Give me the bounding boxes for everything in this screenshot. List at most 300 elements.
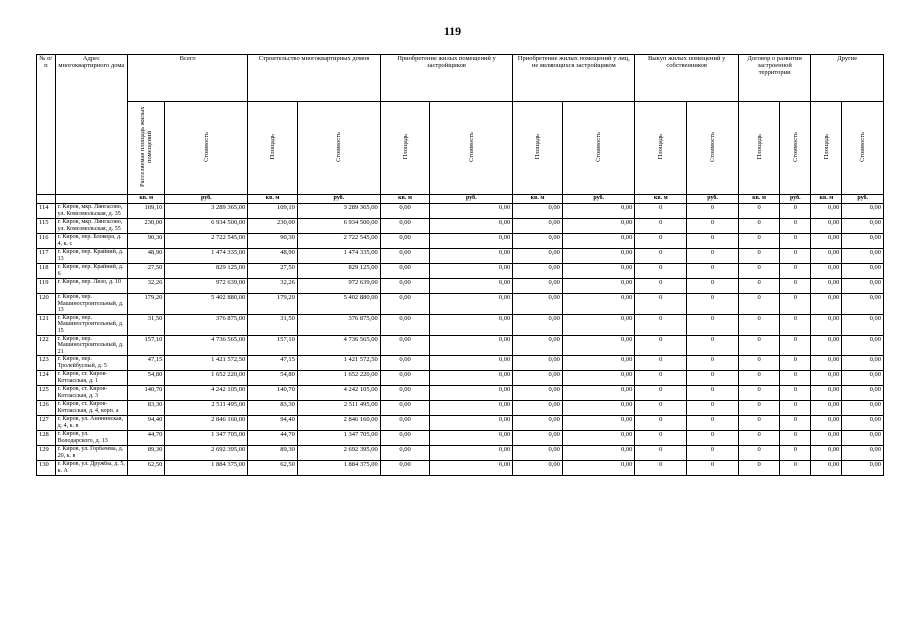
other-cost-cell: 0,00: [842, 219, 884, 234]
acq-developers-cost-cell: 0,00: [430, 294, 513, 315]
development-cost-cell: 0: [780, 314, 811, 335]
other-area-cell: 0,00: [811, 371, 842, 386]
table-row: [37, 461, 884, 476]
table-row: [37, 356, 884, 371]
total-area-cell: 44,70: [128, 431, 165, 446]
subheader-cost: Стоимость: [430, 102, 513, 195]
acq-non-developers-area-cell: 0,00: [513, 279, 563, 294]
development-area-cell: 0: [738, 249, 779, 264]
total-area-cell: 109,10: [128, 204, 165, 219]
total-cost-cell: 5 402 880,00: [165, 294, 248, 315]
other-area-cell: 0,00: [811, 446, 842, 461]
row-number-cell: 119: [37, 279, 56, 294]
acq-developers-area-cell: 0,00: [380, 204, 430, 219]
acq-developers-cost-cell: 0,00: [430, 335, 513, 356]
buyout-cost-cell: 0: [687, 356, 739, 371]
other-cost-cell: 0,00: [842, 294, 884, 315]
row-address-cell: г. Киров, пер. Блокора, д. 4, к. с: [55, 234, 127, 249]
subheader-cost: Стоимость: [780, 102, 811, 195]
construction-cost-cell: 1 884 375,00: [297, 461, 380, 476]
buyout-cost-cell: 0: [687, 371, 739, 386]
buyout-cost-cell: 0: [687, 219, 739, 234]
construction-area-cell: 44,70: [248, 431, 298, 446]
row-address-cell: г. Киров, пер. Машиностроительный, д. 21: [55, 335, 127, 356]
acq-developers-area-cell: 0,00: [380, 249, 430, 264]
buyout-area-cell: 0: [635, 234, 687, 249]
total-area-cell: 140,70: [128, 386, 165, 401]
acq-non-developers-area-cell: 0,00: [513, 249, 563, 264]
development-cost-cell: 0: [780, 204, 811, 219]
table-row: [37, 446, 884, 461]
page-number: 119: [443, 24, 462, 38]
buyout-area-cell: 0: [635, 335, 687, 356]
acq-non-developers-cost-cell: 0,00: [562, 314, 634, 335]
acq-developers-cost-cell: 0,00: [430, 446, 513, 461]
row-number-cell: 126: [37, 401, 56, 416]
total-cost-cell: 2 846 160,00: [165, 416, 248, 431]
development-cost-cell: 0: [780, 371, 811, 386]
acq-developers-area-cell: 0,00: [380, 431, 430, 446]
row-number-cell: 129: [37, 446, 56, 461]
total-cost-cell: 972 639,00: [165, 279, 248, 294]
total-area-cell: 54,80: [128, 371, 165, 386]
acq-non-developers-area-cell: 0,00: [513, 386, 563, 401]
acq-developers-area-cell: 0,00: [380, 294, 430, 315]
buyout-cost-cell: 0: [687, 386, 739, 401]
subheader-cost: Стоимость: [687, 102, 739, 195]
buyout-area-cell: 0: [635, 219, 687, 234]
total-cost-cell: 2 692 395,00: [165, 446, 248, 461]
header-buyout: Выкуп жилых помещений у собственников: [635, 55, 739, 102]
acq-developers-area-cell: 0,00: [380, 356, 430, 371]
table-row: [37, 431, 884, 446]
row-number-cell: 114: [37, 204, 56, 219]
subheader-cost: Стоимость: [842, 102, 884, 195]
construction-cost-cell: 6 934 500,00: [297, 219, 380, 234]
other-cost-cell: 0,00: [842, 314, 884, 335]
acq-non-developers-cost-cell: 0,00: [562, 234, 634, 249]
acq-non-developers-cost-cell: 0,00: [562, 219, 634, 234]
subheader-area: Площадь: [811, 102, 842, 195]
row-number-cell: 123: [37, 356, 56, 371]
development-area-cell: 0: [738, 386, 779, 401]
development-cost-cell: 0: [780, 461, 811, 476]
subheader-area: Площадь: [738, 102, 779, 195]
acq-developers-cost-cell: 0,00: [430, 204, 513, 219]
total-cost-cell: 376 875,00: [165, 314, 248, 335]
construction-cost-cell: 2 722 545,00: [297, 234, 380, 249]
development-cost-cell: 0: [780, 386, 811, 401]
subheader-cost: Стоимость: [165, 102, 248, 195]
development-area-cell: 0: [738, 446, 779, 461]
row-number-cell: 122: [37, 335, 56, 356]
construction-area-cell: 83,30: [248, 401, 298, 416]
row-address-cell: г. Киров, ул. Дружбы, д. 5, к. А: [55, 461, 127, 476]
other-cost-cell: 0,00: [842, 264, 884, 279]
development-cost-cell: 0: [780, 294, 811, 315]
development-area-cell: 0: [738, 314, 779, 335]
acq-developers-cost-cell: 0,00: [430, 401, 513, 416]
unit-rub: руб.: [562, 195, 634, 204]
table-row: [37, 264, 884, 279]
development-cost-cell: 0: [780, 219, 811, 234]
construction-cost-cell: 1 347 705,00: [297, 431, 380, 446]
total-cost-cell: 1 884 375,00: [165, 461, 248, 476]
table-row: [37, 294, 884, 315]
construction-cost-cell: 1 474 335,00: [297, 249, 380, 264]
buyout-area-cell: 0: [635, 279, 687, 294]
construction-area-cell: 179,20: [248, 294, 298, 315]
total-cost-cell: 3 289 365,00: [165, 204, 248, 219]
other-area-cell: 0,00: [811, 204, 842, 219]
unit-sqm: кв. м: [513, 195, 563, 204]
row-address-cell: г. Киров, пер. Машиностроительный, д. 15: [55, 314, 127, 335]
other-cost-cell: 0,00: [842, 431, 884, 446]
row-number-cell: 115: [37, 219, 56, 234]
other-area-cell: 0,00: [811, 431, 842, 446]
acq-developers-cost-cell: 0,00: [430, 356, 513, 371]
development-area-cell: 0: [738, 264, 779, 279]
row-address-cell: г. Киров, пер. Крайний, д. 13: [55, 249, 127, 264]
construction-cost-cell: 4 736 565,00: [297, 335, 380, 356]
other-area-cell: 0,00: [811, 386, 842, 401]
subheader-area: Площадь: [380, 102, 430, 195]
other-area-cell: 0,00: [811, 294, 842, 315]
subheader-resettled-area: Расселяемая площадь жилых помещений: [128, 102, 165, 195]
table-row: [37, 335, 884, 356]
acq-developers-area-cell: 0,00: [380, 219, 430, 234]
row-address-cell: г. Киров, пер. Крайний, д. 6: [55, 264, 127, 279]
construction-area-cell: 94,40: [248, 416, 298, 431]
other-cost-cell: 0,00: [842, 461, 884, 476]
units-empty: [37, 195, 56, 204]
total-area-cell: 179,20: [128, 294, 165, 315]
unit-rub: руб.: [297, 195, 380, 204]
total-cost-cell: 2 722 545,00: [165, 234, 248, 249]
row-address-cell: г. Киров, мкр. Лянгасово, ул. Комсомольская, д. 35: [55, 204, 127, 219]
buyout-cost-cell: 0: [687, 314, 739, 335]
acq-non-developers-cost-cell: 0,00: [562, 264, 634, 279]
acq-developers-cost-cell: 0,00: [430, 461, 513, 476]
construction-area-cell: 89,30: [248, 446, 298, 461]
acq-non-developers-area-cell: 0,00: [513, 461, 563, 476]
row-number-cell: 118: [37, 264, 56, 279]
row-address-cell: г. Киров, ул. Горбачева, д. 20, к. в: [55, 446, 127, 461]
acq-non-developers-cost-cell: 0,00: [562, 279, 634, 294]
table-row: [37, 249, 884, 264]
total-area-cell: 48,90: [128, 249, 165, 264]
buyout-area-cell: 0: [635, 431, 687, 446]
other-area-cell: 0,00: [811, 335, 842, 356]
acq-non-developers-cost-cell: 0,00: [562, 431, 634, 446]
table-row: [37, 204, 884, 219]
acq-developers-cost-cell: 0,00: [430, 249, 513, 264]
development-area-cell: 0: [738, 371, 779, 386]
development-area-cell: 0: [738, 431, 779, 446]
total-cost-cell: 4 736 565,00: [165, 335, 248, 356]
construction-cost-cell: 5 402 880,00: [297, 294, 380, 315]
development-area-cell: 0: [738, 279, 779, 294]
header-development-agreement: Договор о развитии застроенной территории: [738, 55, 810, 102]
buyout-cost-cell: 0: [687, 204, 739, 219]
construction-cost-cell: 2 846 160,00: [297, 416, 380, 431]
acq-developers-cost-cell: 0,00: [430, 314, 513, 335]
construction-area-cell: 140,70: [248, 386, 298, 401]
development-area-cell: 0: [738, 356, 779, 371]
header-no: № п/п: [37, 55, 56, 195]
acq-developers-area-cell: 0,00: [380, 264, 430, 279]
unit-rub: руб.: [165, 195, 248, 204]
buyout-area-cell: 0: [635, 294, 687, 315]
acq-non-developers-area-cell: 0,00: [513, 431, 563, 446]
other-cost-cell: 0,00: [842, 446, 884, 461]
acq-non-developers-area-cell: 0,00: [513, 314, 563, 335]
acq-non-developers-cost-cell: 0,00: [562, 356, 634, 371]
other-area-cell: 0,00: [811, 264, 842, 279]
buyout-cost-cell: 0: [687, 249, 739, 264]
acq-non-developers-cost-cell: 0,00: [562, 416, 634, 431]
buyout-area-cell: 0: [635, 416, 687, 431]
development-cost-cell: 0: [780, 416, 811, 431]
development-area-cell: 0: [738, 335, 779, 356]
acq-non-developers-area-cell: 0,00: [513, 234, 563, 249]
acq-non-developers-area-cell: 0,00: [513, 219, 563, 234]
construction-area-cell: 109,10: [248, 204, 298, 219]
development-cost-cell: 0: [780, 401, 811, 416]
construction-area-cell: 32,26: [248, 279, 298, 294]
table-header: [37, 55, 884, 204]
development-area-cell: 0: [738, 204, 779, 219]
header-acq-developers: Приобретение жилых помещений у застройщиков: [380, 55, 513, 102]
development-cost-cell: 0: [780, 279, 811, 294]
unit-sqm: кв. м: [248, 195, 298, 204]
acq-developers-cost-cell: 0,00: [430, 264, 513, 279]
buyout-area-cell: 0: [635, 386, 687, 401]
construction-area-cell: 230,00: [248, 219, 298, 234]
buyout-cost-cell: 0: [687, 431, 739, 446]
other-cost-cell: 0,00: [842, 234, 884, 249]
total-area-cell: 47,15: [128, 356, 165, 371]
acq-non-developers-area-cell: 0,00: [513, 371, 563, 386]
development-cost-cell: 0: [780, 335, 811, 356]
other-cost-cell: 0,00: [842, 335, 884, 356]
buyout-area-cell: 0: [635, 356, 687, 371]
construction-area-cell: 90,30: [248, 234, 298, 249]
other-cost-cell: 0,00: [842, 356, 884, 371]
total-cost-cell: 1 652 220,00: [165, 371, 248, 386]
other-area-cell: 0,00: [811, 234, 842, 249]
acq-non-developers-area-cell: 0,00: [513, 401, 563, 416]
row-address-cell: г. Киров, пер. Тролейбусный, д. 5: [55, 356, 127, 371]
row-number-cell: 121: [37, 314, 56, 335]
subheader-area: Площадь: [248, 102, 298, 195]
row-address-cell: г. Киров, мкр. Лянгасово, ул. Комсомольская, д. 55: [55, 219, 127, 234]
total-area-cell: 90,30: [128, 234, 165, 249]
total-area-cell: 83,30: [128, 401, 165, 416]
acq-developers-area-cell: 0,00: [380, 234, 430, 249]
row-address-cell: г. Киров, ст. Киров-Котласская, д. 4, корп. а: [55, 401, 127, 416]
other-cost-cell: 0,00: [842, 279, 884, 294]
table-row: [37, 416, 884, 431]
acq-non-developers-area-cell: 0,00: [513, 446, 563, 461]
total-cost-cell: 1 347 705,00: [165, 431, 248, 446]
subheader-area: Площадь: [635, 102, 687, 195]
acq-developers-cost-cell: 0,00: [430, 279, 513, 294]
acq-non-developers-cost-cell: 0,00: [562, 335, 634, 356]
acq-non-developers-cost-cell: 0,00: [562, 461, 634, 476]
subheader-area: Площадь: [513, 102, 563, 195]
table-body: [37, 204, 884, 476]
other-area-cell: 0,00: [811, 249, 842, 264]
total-area-cell: 31,50: [128, 314, 165, 335]
acq-developers-cost-cell: 0,00: [430, 371, 513, 386]
header-construction: Строительство многоквартирных домов: [248, 55, 381, 102]
construction-cost-cell: 1 652 220,00: [297, 371, 380, 386]
total-cost-cell: 6 934 500,00: [165, 219, 248, 234]
subheader-cost: Стоимость: [297, 102, 380, 195]
acq-developers-area-cell: 0,00: [380, 314, 430, 335]
acq-non-developers-cost-cell: 0,00: [562, 446, 634, 461]
header-other: Другие: [811, 55, 884, 102]
unit-sqm: кв. м: [811, 195, 842, 204]
other-area-cell: 0,00: [811, 314, 842, 335]
other-cost-cell: 0,00: [842, 416, 884, 431]
units-empty: [55, 195, 127, 204]
row-number-cell: 117: [37, 249, 56, 264]
acq-developers-area-cell: 0,00: [380, 386, 430, 401]
development-cost-cell: 0: [780, 234, 811, 249]
acq-non-developers-cost-cell: 0,00: [562, 294, 634, 315]
other-cost-cell: 0,00: [842, 371, 884, 386]
header-total: Всего: [128, 55, 248, 102]
acq-developers-cost-cell: 0,00: [430, 386, 513, 401]
other-cost-cell: 0,00: [842, 249, 884, 264]
development-area-cell: 0: [738, 461, 779, 476]
other-area-cell: 0,00: [811, 401, 842, 416]
total-cost-cell: 1 421 572,50: [165, 356, 248, 371]
development-area-cell: 0: [738, 219, 779, 234]
construction-area-cell: 54,80: [248, 371, 298, 386]
row-number-cell: 125: [37, 386, 56, 401]
row-address-cell: г. Киров, ст. Киров-Котласская, д. 1: [55, 371, 127, 386]
other-area-cell: 0,00: [811, 279, 842, 294]
development-area-cell: 0: [738, 294, 779, 315]
header-acq-non-developers: Приобретение жилых помещений у лиц, не являющихся застройщиком: [513, 55, 635, 102]
acq-developers-cost-cell: 0,00: [430, 431, 513, 446]
construction-area-cell: 27,50: [248, 264, 298, 279]
table-row: [37, 314, 884, 335]
total-cost-cell: 4 242 105,00: [165, 386, 248, 401]
buyout-cost-cell: 0: [687, 234, 739, 249]
construction-cost-cell: 972 639,00: [297, 279, 380, 294]
other-area-cell: 0,00: [811, 416, 842, 431]
acq-developers-cost-cell: 0,00: [430, 416, 513, 431]
unit-sqm: кв. м: [380, 195, 430, 204]
development-area-cell: 0: [738, 234, 779, 249]
development-cost-cell: 0: [780, 249, 811, 264]
acq-developers-area-cell: 0,00: [380, 279, 430, 294]
other-cost-cell: 0,00: [842, 386, 884, 401]
acq-non-developers-area-cell: 0,00: [513, 294, 563, 315]
construction-cost-cell: 1 421 572,50: [297, 356, 380, 371]
buyout-cost-cell: 0: [687, 264, 739, 279]
table-row: [37, 371, 884, 386]
acq-non-developers-area-cell: 0,00: [513, 264, 563, 279]
row-address-cell: г. Киров, ул. Володарского, д. 13: [55, 431, 127, 446]
development-cost-cell: 0: [780, 446, 811, 461]
acq-developers-area-cell: 0,00: [380, 461, 430, 476]
acq-non-developers-cost-cell: 0,00: [562, 249, 634, 264]
construction-cost-cell: 2 692 395,00: [297, 446, 380, 461]
total-cost-cell: 2 511 495,00: [165, 401, 248, 416]
buyout-cost-cell: 0: [687, 335, 739, 356]
total-area-cell: 27,50: [128, 264, 165, 279]
buyout-area-cell: 0: [635, 249, 687, 264]
development-cost-cell: 0: [780, 431, 811, 446]
buyout-area-cell: 0: [635, 371, 687, 386]
row-number-cell: 128: [37, 431, 56, 446]
buyout-cost-cell: 0: [687, 446, 739, 461]
row-number-cell: 124: [37, 371, 56, 386]
acq-developers-cost-cell: 0,00: [430, 234, 513, 249]
unit-sqm: кв. м: [738, 195, 779, 204]
construction-cost-cell: 829 125,00: [297, 264, 380, 279]
header-address: Адрес многоквартирного дома: [55, 55, 127, 195]
construction-area-cell: 48,90: [248, 249, 298, 264]
row-address-cell: г. Киров, ст. Киров-Котласская, д. 3: [55, 386, 127, 401]
unit-rub: руб.: [430, 195, 513, 204]
development-cost-cell: 0: [780, 356, 811, 371]
row-number-cell: 130: [37, 461, 56, 476]
acq-developers-cost-cell: 0,00: [430, 219, 513, 234]
total-area-cell: 230,00: [128, 219, 165, 234]
total-cost-cell: 829 125,00: [165, 264, 248, 279]
unit-rub: руб.: [842, 195, 884, 204]
acq-non-developers-cost-cell: 0,00: [562, 386, 634, 401]
buyout-area-cell: 0: [635, 204, 687, 219]
construction-area-cell: 47,15: [248, 356, 298, 371]
buyout-cost-cell: 0: [687, 294, 739, 315]
row-address-cell: г. Киров, пер. Лизо, д. 10: [55, 279, 127, 294]
buyout-area-cell: 0: [635, 461, 687, 476]
construction-area-cell: 31,50: [248, 314, 298, 335]
table-row: [37, 219, 884, 234]
table-row: [37, 279, 884, 294]
construction-cost-cell: 2 511 495,00: [297, 401, 380, 416]
buyout-cost-cell: 0: [687, 279, 739, 294]
acq-developers-area-cell: 0,00: [380, 401, 430, 416]
unit-sqm: кв. м: [128, 195, 165, 204]
development-area-cell: 0: [738, 416, 779, 431]
unit-rub: руб.: [687, 195, 739, 204]
total-area-cell: 94,40: [128, 416, 165, 431]
table-row: [37, 234, 884, 249]
acq-non-developers-cost-cell: 0,00: [562, 371, 634, 386]
row-number-cell: 116: [37, 234, 56, 249]
total-cost-cell: 1 474 335,00: [165, 249, 248, 264]
development-cost-cell: 0: [780, 264, 811, 279]
acq-non-developers-area-cell: 0,00: [513, 416, 563, 431]
resettlement-table: [36, 54, 884, 476]
other-cost-cell: 0,00: [842, 401, 884, 416]
development-area-cell: 0: [738, 401, 779, 416]
acq-developers-area-cell: 0,00: [380, 371, 430, 386]
buyout-cost-cell: 0: [687, 401, 739, 416]
unit-rub: руб.: [780, 195, 811, 204]
row-number-cell: 127: [37, 416, 56, 431]
acq-developers-area-cell: 0,00: [380, 335, 430, 356]
total-area-cell: 89,30: [128, 446, 165, 461]
